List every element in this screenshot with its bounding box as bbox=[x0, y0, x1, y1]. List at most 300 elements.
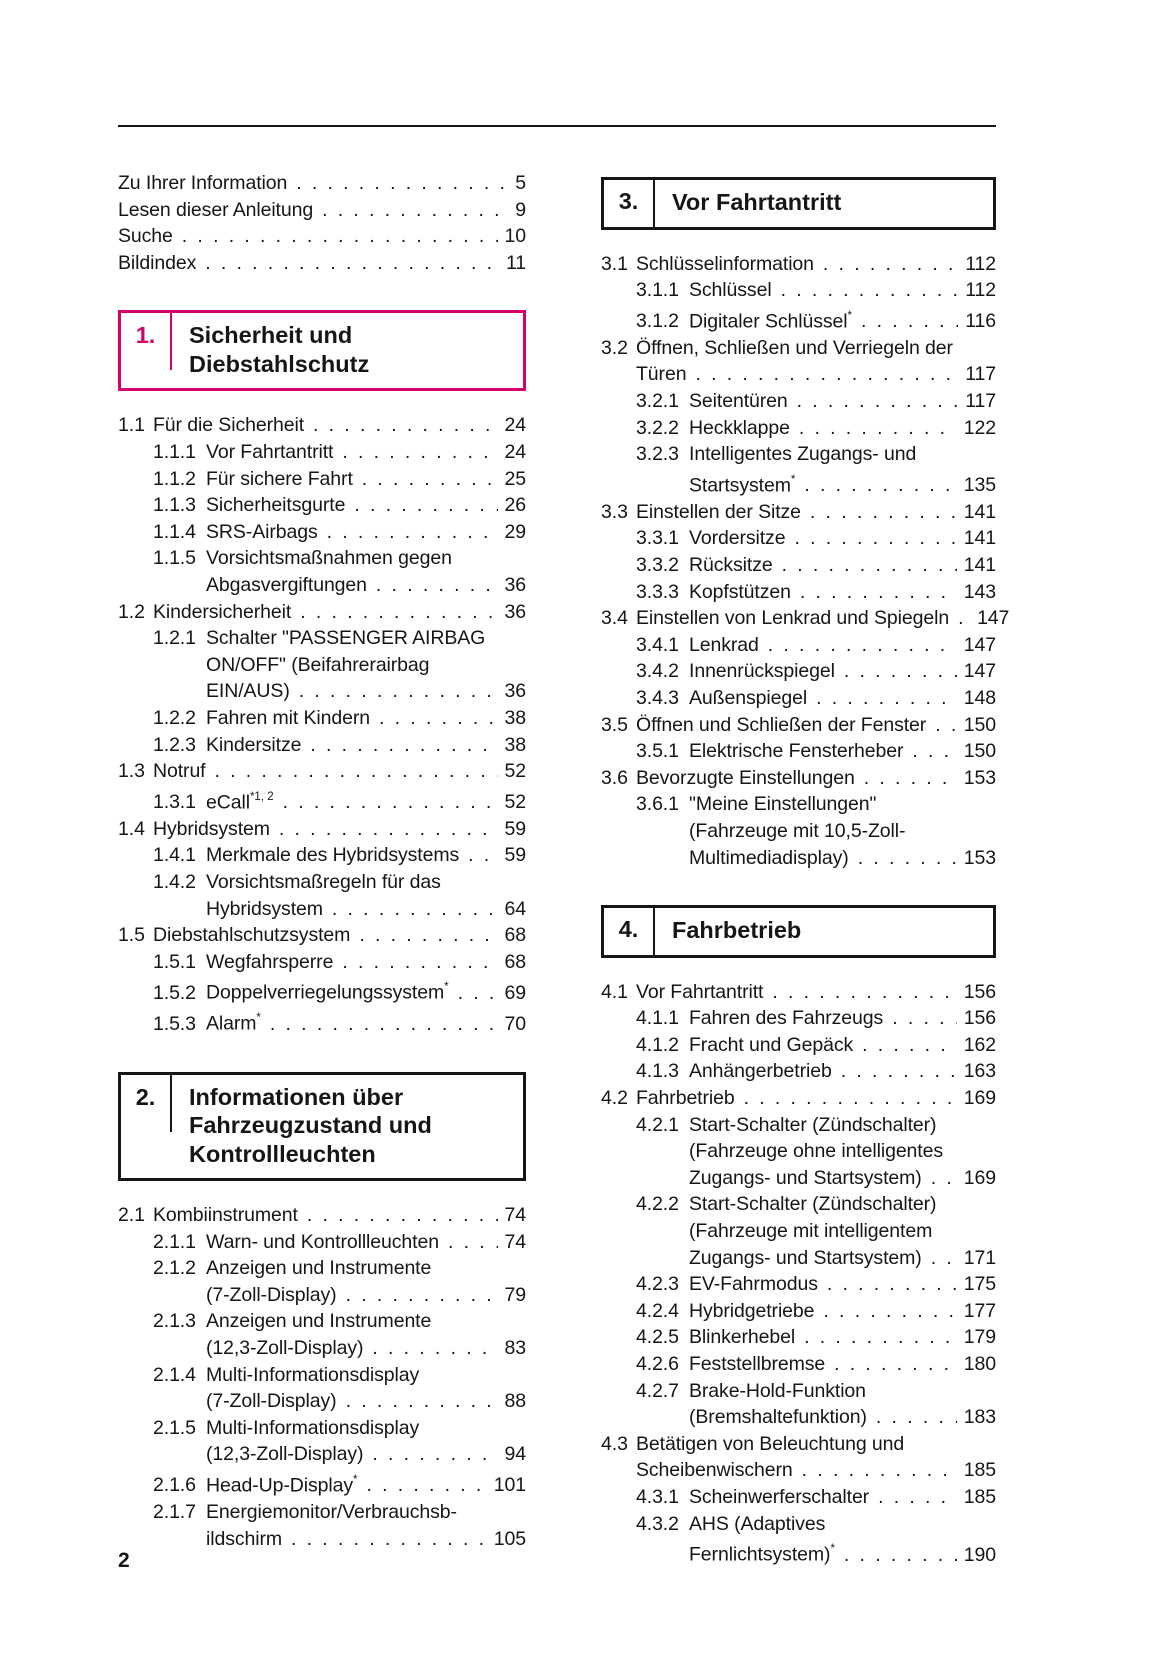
toc-entry bbox=[601, 1431, 996, 1484]
entry-number: 3.1.2 bbox=[636, 310, 679, 333]
entry-label: Für sichere Fahrt bbox=[206, 467, 353, 490]
entry-label: Fahren mit Kindern bbox=[206, 706, 371, 729]
entry-number: 3.2.3 bbox=[636, 443, 679, 466]
entry-label: Betätigen von Beleuchtung und bbox=[636, 1432, 905, 1455]
dot-leader bbox=[794, 525, 956, 552]
entry-label: Öffnen, Schließen und Verriegeln der bbox=[636, 336, 953, 359]
page-ref: 74 bbox=[504, 1230, 526, 1253]
page-ref: 112 bbox=[965, 279, 996, 302]
entry-label: Für die Sicherheit bbox=[153, 414, 305, 437]
entry-label: Kombiinstrument bbox=[153, 1204, 298, 1227]
dot-leader bbox=[958, 605, 970, 632]
section-box bbox=[601, 177, 996, 230]
page-ref: 11 bbox=[505, 251, 526, 274]
page-ref: 169 bbox=[963, 1166, 996, 1189]
dot-leader bbox=[823, 1298, 956, 1325]
entry-label: Zugangs- und Startsystem) bbox=[689, 1166, 922, 1189]
page-ref: 141 bbox=[963, 554, 996, 577]
toc-entry bbox=[601, 738, 996, 765]
section-title: Sicherheit und Diebstahlschutz bbox=[189, 322, 370, 377]
toc-entry bbox=[118, 1362, 526, 1415]
entry-number: 2.1.7 bbox=[153, 1501, 196, 1524]
dot-leader bbox=[931, 1165, 957, 1192]
page-ref: 180 bbox=[963, 1352, 996, 1375]
entry-label: EV-Fahrmodus bbox=[689, 1273, 818, 1296]
entry-label: Anzeigen und Instrumente bbox=[206, 1257, 432, 1280]
page-ref: 141 bbox=[963, 527, 996, 550]
dot-leader bbox=[270, 1011, 498, 1038]
entry-number: 1.2.3 bbox=[153, 733, 196, 756]
entry-number: 4.1 bbox=[601, 980, 628, 1003]
page-ref: 70 bbox=[504, 1012, 526, 1035]
dot-leader bbox=[797, 388, 959, 415]
entry-label: Schlüssel bbox=[689, 279, 772, 302]
entry-number: 3.2 bbox=[601, 336, 628, 359]
toc-entry bbox=[601, 1191, 996, 1271]
page-ref: 175 bbox=[963, 1273, 996, 1296]
dot-leader bbox=[858, 845, 957, 872]
entry-number: 3.4 bbox=[601, 607, 628, 630]
entry-label: Start-Schalter (Zündschalter) bbox=[689, 1113, 937, 1136]
toc-entry bbox=[601, 499, 996, 526]
entry-label: Bevorzugte Einstellungen bbox=[636, 766, 855, 789]
toc-entry bbox=[601, 1378, 996, 1431]
toc-entry bbox=[118, 842, 526, 869]
toc-entry bbox=[601, 979, 996, 1006]
entry-number: 1.5.3 bbox=[153, 1012, 196, 1035]
toc-entry bbox=[601, 1005, 996, 1032]
entry-label: Einstellen der Sitze bbox=[636, 500, 801, 523]
entry-number: 3.6 bbox=[601, 766, 628, 789]
entry-number: 1.2 bbox=[118, 600, 145, 623]
entry-label: AHS (Adaptives bbox=[689, 1512, 826, 1535]
dot-leader bbox=[296, 170, 508, 197]
toc-entry bbox=[118, 705, 526, 732]
toc-entry bbox=[118, 439, 526, 466]
section-box bbox=[118, 1072, 526, 1182]
dot-leader bbox=[800, 579, 957, 606]
page-ref: 117 bbox=[965, 389, 996, 412]
entry-label: Vordersitze bbox=[689, 527, 786, 550]
dot-leader bbox=[772, 979, 956, 1006]
toc-entry bbox=[118, 1308, 526, 1361]
entry-number: 1.5.2 bbox=[153, 981, 196, 1004]
entry-label: Doppelverriegelungssystem* bbox=[206, 981, 449, 1004]
entry-label: Einstellen von Lenkrad und Spiegeln bbox=[636, 607, 950, 630]
entry-label: Digitaler Schlüssel* bbox=[689, 309, 852, 333]
toc-entry bbox=[601, 1032, 996, 1059]
entry-label: (Bremshaltefunktion) bbox=[689, 1406, 867, 1429]
page-ref: 68 bbox=[504, 950, 526, 973]
entry-number: 4.3.2 bbox=[636, 1512, 679, 1535]
toc-entry bbox=[601, 388, 996, 415]
page-ref: 10 bbox=[504, 225, 526, 248]
entry-label: Vor Fahrtantritt bbox=[636, 980, 764, 1003]
entry-number: 2.1.4 bbox=[153, 1363, 196, 1386]
toc-entry bbox=[118, 599, 526, 626]
entry-number: 4.2.2 bbox=[636, 1193, 679, 1216]
page-ref: 36 bbox=[504, 680, 526, 703]
entry-label: Fahrbetrieb bbox=[636, 1087, 735, 1110]
entry-number: 3.2.1 bbox=[636, 389, 679, 412]
dot-leader bbox=[458, 980, 498, 1007]
entry-label: Heckklappe bbox=[689, 416, 790, 439]
page-ref: 52 bbox=[504, 760, 526, 783]
page-ref: 36 bbox=[504, 600, 526, 623]
page-ref: 162 bbox=[963, 1033, 996, 1056]
toc-entry bbox=[118, 1229, 526, 1256]
entry-number: 4.2.6 bbox=[636, 1352, 679, 1375]
toc-entry bbox=[601, 251, 996, 278]
section-box bbox=[601, 905, 996, 958]
entry-label: Kindersitze bbox=[206, 733, 302, 756]
entry-number: 3.3 bbox=[601, 500, 628, 523]
dot-leader bbox=[332, 896, 498, 923]
page-ref: 24 bbox=[504, 440, 526, 463]
page-ref: 105 bbox=[493, 1527, 526, 1550]
page-ref: 26 bbox=[504, 494, 526, 517]
toc-entry bbox=[601, 1484, 996, 1511]
entry-label: (12,3-Zoll-Display) bbox=[206, 1443, 364, 1466]
dot-leader bbox=[322, 197, 508, 224]
entry-label: Head-Up-Display* bbox=[206, 1473, 358, 1497]
page-ref: 179 bbox=[963, 1326, 996, 1349]
toc-column-right bbox=[601, 177, 1010, 1568]
toc-entry bbox=[601, 525, 996, 552]
toc-entry bbox=[118, 466, 526, 493]
dot-leader bbox=[182, 223, 498, 250]
entry-label: ildschirm bbox=[206, 1527, 283, 1550]
entry-label: Start-Schalter (Zündschalter) bbox=[689, 1193, 937, 1216]
dot-leader bbox=[768, 632, 957, 659]
dot-leader bbox=[782, 552, 957, 579]
footnote-marker: * bbox=[830, 1543, 835, 1556]
entry-number: 3.6.1 bbox=[636, 793, 679, 816]
footnote-marker: * bbox=[847, 309, 852, 322]
toc-entry bbox=[601, 579, 996, 606]
dot-leader bbox=[372, 1441, 497, 1468]
entry-number: 1.1 bbox=[118, 414, 145, 437]
dot-leader bbox=[862, 1032, 957, 1059]
entry-label: "Meine Einstellungen" bbox=[689, 793, 877, 816]
toc-entry bbox=[118, 170, 526, 197]
entry-label: Schalter "PASSENGER AIRBAG bbox=[206, 627, 486, 650]
dot-leader bbox=[307, 1202, 498, 1229]
page-ref: 163 bbox=[963, 1060, 996, 1083]
dot-leader bbox=[931, 1245, 957, 1272]
entry-label: (Fahrzeuge mit 10,5-Zoll- bbox=[689, 819, 906, 842]
toc-entry bbox=[601, 552, 996, 579]
entry-number: 4.3.1 bbox=[636, 1485, 679, 1508]
toc-entry bbox=[601, 1271, 996, 1298]
page-ref: 156 bbox=[963, 980, 996, 1003]
toc-entry bbox=[601, 304, 996, 335]
page-ref: 59 bbox=[504, 844, 526, 867]
page-ref: 171 bbox=[963, 1246, 996, 1269]
toc-entry bbox=[118, 545, 526, 598]
entry-number: 1.5.1 bbox=[153, 950, 196, 973]
entry-number: 2.1 bbox=[118, 1204, 145, 1227]
entry-label: Kopfstützen bbox=[689, 580, 791, 603]
page-ref: 147 bbox=[963, 660, 996, 683]
section-number: 2. bbox=[135, 1083, 156, 1110]
dot-leader bbox=[876, 1404, 957, 1431]
page-ref: 83 bbox=[504, 1337, 526, 1359]
dot-leader bbox=[878, 1484, 957, 1511]
page-ref: 150 bbox=[963, 713, 996, 736]
page-ref: 79 bbox=[504, 1283, 526, 1306]
dot-leader bbox=[342, 949, 497, 976]
dot-leader bbox=[300, 599, 497, 626]
entry-number: 1.2.1 bbox=[153, 627, 196, 650]
dot-leader bbox=[354, 492, 497, 519]
section-title: Vor Fahrtantritt bbox=[672, 189, 842, 215]
entry-label: Energiemonitor/Verbrauchsb- bbox=[206, 1501, 457, 1524]
dot-leader bbox=[861, 308, 958, 335]
entry-number: 4.1.1 bbox=[636, 1007, 679, 1030]
entry-label: EIN/AUS) bbox=[206, 680, 290, 703]
toc-entry bbox=[118, 975, 526, 1006]
page-ref: 9 bbox=[515, 198, 526, 221]
dot-leader bbox=[841, 1058, 957, 1085]
dot-leader bbox=[781, 277, 959, 304]
toc-entry bbox=[601, 1112, 996, 1192]
entry-label: Rücksitze bbox=[689, 554, 773, 577]
entry-number: 3.1.1 bbox=[636, 279, 679, 302]
footnote-marker: * bbox=[256, 1012, 261, 1025]
page-ref: 68 bbox=[504, 924, 526, 947]
page-ref: 64 bbox=[504, 897, 526, 920]
entry-number: 4.2 bbox=[601, 1087, 628, 1110]
entry-label: Hybridsystem bbox=[206, 897, 323, 920]
entry-label: Schlüsselinformation bbox=[636, 252, 814, 275]
toc-column-left bbox=[118, 170, 526, 1552]
entry-label: Öffnen und Schließen der Fenster bbox=[636, 713, 927, 736]
toc-entry bbox=[601, 415, 996, 442]
entry-number: 1.4.2 bbox=[153, 870, 196, 893]
toc-entry bbox=[118, 1255, 526, 1308]
entry-label: Scheibenwischern bbox=[636, 1459, 793, 1482]
entry-number: 4.2.1 bbox=[636, 1113, 679, 1136]
entry-number: 4.2.7 bbox=[636, 1379, 679, 1402]
dot-leader bbox=[379, 705, 497, 732]
dot-leader bbox=[844, 1542, 957, 1569]
toc-entry bbox=[118, 412, 526, 439]
toc-entry bbox=[601, 765, 996, 792]
dot-leader bbox=[372, 1335, 497, 1362]
entry-number: 2.1.1 bbox=[153, 1230, 196, 1253]
entry-number: 2.1.2 bbox=[153, 1257, 196, 1280]
entry-number: 1.4.1 bbox=[153, 844, 196, 867]
dot-leader bbox=[279, 816, 498, 843]
entry-label: Innenrückspiegel bbox=[689, 660, 835, 683]
entry-label: Lesen dieser Anleitung bbox=[118, 198, 314, 221]
entry-label: (Fahrzeuge mit intelligentem bbox=[689, 1220, 933, 1242]
entry-number: 3.4.3 bbox=[636, 687, 679, 709]
dot-leader bbox=[313, 412, 497, 439]
footnote-marker: * bbox=[790, 473, 796, 486]
entry-label: (12,3-Zoll-Display) bbox=[206, 1337, 364, 1359]
toc-entry bbox=[118, 1202, 526, 1229]
toc-entry bbox=[601, 1298, 996, 1325]
page-ref: 190 bbox=[963, 1543, 996, 1566]
footnote-marker: * bbox=[444, 981, 449, 994]
entry-label: Seitentüren bbox=[689, 389, 788, 412]
entry-number: 1.5 bbox=[118, 924, 145, 947]
toc-entry bbox=[601, 277, 996, 304]
entry-number: 1.1.4 bbox=[153, 520, 196, 543]
toc-entry bbox=[118, 922, 526, 949]
entry-label: Merkmale des Hybridsystems bbox=[206, 844, 460, 867]
entry-number: 1.1.1 bbox=[153, 440, 196, 463]
entry-label: Intelligentes Zugangs- und bbox=[689, 443, 917, 466]
toc-entry bbox=[118, 223, 526, 250]
entry-number: 1.1.2 bbox=[153, 467, 196, 490]
entry-label: (7-Zoll-Display) bbox=[206, 1390, 337, 1413]
page-ref: 185 bbox=[963, 1485, 996, 1508]
page-ref: 52 bbox=[504, 791, 526, 814]
dot-leader bbox=[912, 738, 956, 765]
section-title: Informationen über Fahrzeugzustand und Kontrollleuchten bbox=[189, 1083, 432, 1167]
toc-entry bbox=[601, 658, 996, 685]
page-ref: 25 bbox=[504, 467, 526, 490]
page-ref: 74 bbox=[504, 1204, 526, 1227]
entry-label: Feststellbremse bbox=[689, 1352, 826, 1375]
entry-number: 1.2.2 bbox=[153, 706, 196, 729]
dot-leader bbox=[827, 1271, 957, 1298]
entry-label: Lenkrad bbox=[689, 633, 759, 656]
page-ref: 38 bbox=[504, 706, 526, 729]
page-ref: 122 bbox=[963, 416, 996, 439]
dot-leader bbox=[327, 519, 498, 546]
entry-label: Wegfahrsperre bbox=[206, 950, 334, 973]
page-ref: 69 bbox=[504, 981, 526, 1004]
entry-number: 1.1.5 bbox=[153, 547, 196, 570]
entry-label: (Fahrzeuge ohne intelligentes bbox=[689, 1140, 944, 1163]
section-number: 1. bbox=[135, 322, 156, 349]
page-ref: 29 bbox=[504, 520, 526, 543]
toc-entry bbox=[601, 1351, 996, 1378]
page-ref: 38 bbox=[504, 733, 526, 756]
entry-label: Vorsichtsmaßnahmen gegen bbox=[206, 547, 452, 570]
entry-label: SRS-Airbags bbox=[206, 520, 318, 543]
toc-entry bbox=[118, 732, 526, 759]
page-ref: 101 bbox=[493, 1474, 526, 1497]
page-ref: 183 bbox=[963, 1406, 996, 1429]
entry-label: Multi-Informationsdisplay bbox=[206, 1363, 420, 1386]
entry-label: Sicherheitsgurte bbox=[206, 494, 346, 517]
entry-label: Notruf bbox=[153, 760, 206, 783]
entry-number: 3.3.3 bbox=[636, 580, 679, 603]
entry-label: Zu Ihrer Information bbox=[118, 172, 288, 194]
toc-entry bbox=[118, 816, 526, 843]
entry-label: (7-Zoll-Display) bbox=[206, 1283, 337, 1306]
entry-number: 3.1 bbox=[601, 252, 628, 275]
page-ref: 156 bbox=[963, 1007, 996, 1030]
toc-entry bbox=[118, 250, 526, 277]
page-ref: 88 bbox=[504, 1390, 526, 1413]
dot-leader bbox=[816, 685, 957, 712]
entry-number: 2.1.3 bbox=[153, 1310, 196, 1333]
entry-label: Warn- und Kontrollleuchten bbox=[206, 1230, 439, 1253]
entry-label: Elektrische Fensterheber bbox=[689, 740, 904, 763]
dot-leader bbox=[834, 1351, 957, 1378]
toc-entry bbox=[118, 492, 526, 519]
page-ref: 148 bbox=[963, 687, 996, 709]
page-ref: 141 bbox=[963, 500, 996, 523]
dot-leader bbox=[823, 251, 958, 278]
entry-number: 4.2.4 bbox=[636, 1299, 679, 1322]
toc-entry bbox=[118, 1468, 526, 1499]
dot-leader bbox=[892, 1005, 957, 1032]
section-box bbox=[118, 310, 526, 391]
page-number: 2 bbox=[118, 1549, 130, 1572]
entry-number: 3.4.1 bbox=[636, 633, 679, 656]
toc-entry bbox=[601, 712, 996, 739]
entry-label: Bildindex bbox=[118, 251, 197, 274]
entry-number: 2.1.5 bbox=[153, 1416, 196, 1439]
dot-leader bbox=[744, 1085, 957, 1112]
dot-leader bbox=[205, 250, 499, 277]
toc-entry bbox=[118, 1006, 526, 1037]
entry-number: 3.5 bbox=[601, 713, 628, 736]
page-ref: 153 bbox=[963, 846, 996, 869]
top-rule bbox=[118, 125, 996, 127]
dot-leader bbox=[310, 732, 497, 759]
toc-entry bbox=[601, 1085, 996, 1112]
page-ref: 117 bbox=[965, 363, 996, 386]
dot-leader bbox=[342, 439, 497, 466]
page-ref: 59 bbox=[504, 817, 526, 840]
page-ref: 5 bbox=[515, 172, 526, 194]
entry-label: Suche bbox=[118, 225, 173, 248]
entry-label: Abgasvergiftungen bbox=[206, 573, 367, 596]
entry-number: 1.1.3 bbox=[153, 494, 196, 517]
entry-label: Zugangs- und Startsystem) bbox=[689, 1246, 922, 1269]
toc-entry bbox=[601, 605, 1010, 632]
footnote-marker: *1, 2 bbox=[249, 790, 274, 803]
entry-number: 3.5.1 bbox=[636, 740, 679, 763]
page-ref: 177 bbox=[963, 1299, 996, 1322]
entry-number: 2.1.6 bbox=[153, 1474, 196, 1497]
section-number: 3. bbox=[618, 188, 639, 214]
dot-leader bbox=[864, 765, 957, 792]
entry-number: 3.3.2 bbox=[636, 554, 679, 577]
dot-leader bbox=[291, 1526, 487, 1553]
entry-label: Kindersicherheit bbox=[153, 600, 292, 623]
toc-entry bbox=[601, 1511, 996, 1569]
entry-label: Fernlichtsystem)* bbox=[689, 1543, 835, 1566]
dot-leader bbox=[804, 472, 956, 499]
entry-label: Hybridsystem bbox=[153, 817, 270, 840]
toc-entry bbox=[601, 1324, 996, 1351]
page-ref: 147 bbox=[963, 633, 996, 656]
dot-leader bbox=[346, 1388, 498, 1415]
entry-label: Außenspiegel bbox=[689, 687, 808, 709]
toc-entry bbox=[118, 1415, 526, 1468]
toc-entry bbox=[118, 785, 526, 816]
dot-leader bbox=[695, 361, 958, 388]
dot-leader bbox=[283, 789, 498, 816]
entry-label: ON/OFF" (Beifahrerairbag bbox=[206, 653, 430, 676]
dot-leader bbox=[215, 758, 498, 785]
footnote-marker: * bbox=[352, 1473, 358, 1486]
toc-entry bbox=[601, 441, 996, 499]
dot-leader bbox=[346, 1282, 498, 1309]
entry-label: eCall$^{*1, 2}$ bbox=[206, 790, 274, 814]
toc-entry bbox=[118, 758, 526, 785]
page-ref: 185 bbox=[963, 1459, 996, 1482]
